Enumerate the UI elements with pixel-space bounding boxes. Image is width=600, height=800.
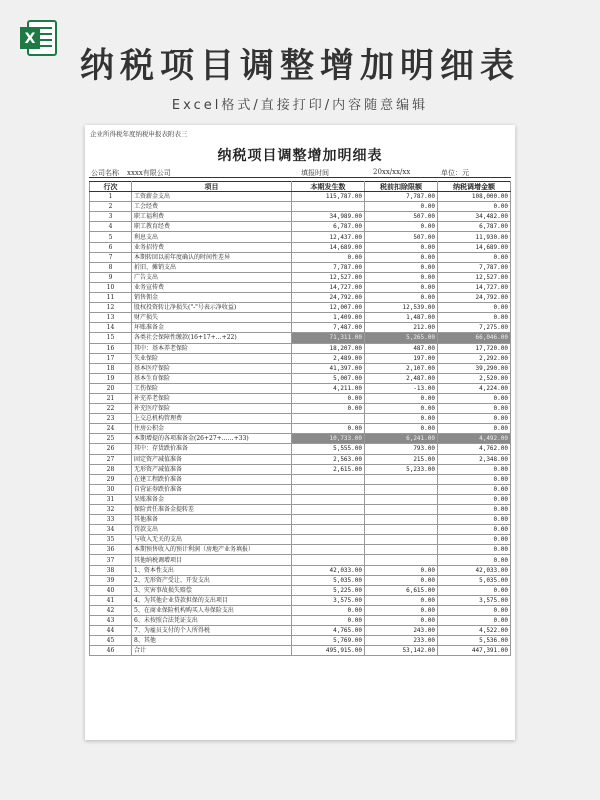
item-name-cell[interactable]: 股权投资转让净损失("-"号表示净收益) xyxy=(132,303,292,313)
adjust-amount-cell[interactable]: 0.00 xyxy=(438,464,511,474)
current-amount-cell[interactable]: 495,915.00 xyxy=(292,646,365,656)
deduction-limit-cell[interactable]: 507.00 xyxy=(365,212,438,222)
adjust-amount-cell[interactable]: 42,033.00 xyxy=(438,565,511,575)
item-name-cell[interactable]: 基本生育保险 xyxy=(132,373,292,383)
item-name-cell[interactable]: 职工教育经费 xyxy=(132,222,292,232)
adjust-amount-cell[interactable]: 0.00 xyxy=(438,393,511,403)
adjust-amount-cell[interactable]: 4,224.00 xyxy=(438,383,511,393)
item-name-cell[interactable]: 保险责任准备金提转差 xyxy=(132,505,292,515)
current-amount-cell[interactable]: 71,311.00 xyxy=(292,333,365,343)
current-amount-cell[interactable]: 0.00 xyxy=(292,424,365,434)
excel-icon-letter: X xyxy=(24,31,36,47)
current-amount-cell[interactable]: 5,225.00 xyxy=(292,585,365,595)
row-number-cell[interactable]: 15 xyxy=(90,333,132,343)
item-name-cell[interactable]: 4、为其他企业贷款担保的支出项目 xyxy=(132,595,292,605)
item-name-cell[interactable]: 基本医疗保险 xyxy=(132,363,292,373)
table-row xyxy=(90,505,511,515)
current-amount-cell[interactable]: 14,727.00 xyxy=(292,282,365,292)
row-number-cell[interactable]: 19 xyxy=(90,373,132,383)
deduction-limit-cell[interactable] xyxy=(365,505,438,515)
item-name-cell[interactable]: 6、未按照合法凭证支出 xyxy=(132,616,292,626)
table-row xyxy=(90,545,511,555)
deduction-limit-cell[interactable]: 0.00 xyxy=(365,282,438,292)
current-amount-cell[interactable]: 5,035.00 xyxy=(292,575,365,585)
deduction-limit-cell[interactable]: 212.00 xyxy=(365,323,438,333)
deduction-limit-cell[interactable]: 0.00 xyxy=(365,222,438,232)
deduction-limit-cell[interactable]: 5,265.00 xyxy=(365,333,438,343)
page-title: 纳税项目调整增加明细表 xyxy=(80,46,520,86)
current-amount-cell[interactable]: 18,207.00 xyxy=(292,343,365,353)
row-number-cell[interactable]: 37 xyxy=(90,555,132,565)
item-name-cell[interactable]: 失业保险 xyxy=(132,353,292,363)
deduction-limit-cell[interactable]: 0.00 xyxy=(365,393,438,403)
adjust-amount-cell[interactable]: 66,046.00 xyxy=(438,333,511,343)
row-number-cell[interactable]: 28 xyxy=(90,464,132,474)
row-number-cell[interactable]: 23 xyxy=(90,414,132,424)
current-amount-cell[interactable]: 3,575.00 xyxy=(292,595,365,605)
table-row xyxy=(90,605,511,615)
adjust-amount-cell[interactable]: 0.00 xyxy=(438,404,511,414)
current-amount-cell[interactable] xyxy=(292,484,365,494)
item-name-cell[interactable]: 固定资产减值准备 xyxy=(132,454,292,464)
date-value: 20xx/xx/xx xyxy=(373,168,411,176)
item-name-cell[interactable]: 工伤保险 xyxy=(132,383,292,393)
deduction-limit-cell[interactable]: 0.00 xyxy=(365,242,438,252)
item-name-cell[interactable]: 本期增提的各项准备金(26+27+……+33) xyxy=(132,434,292,444)
item-name-cell[interactable]: 各类社会保障性缴款(16+17+…+22) xyxy=(132,333,292,343)
deduction-limit-cell[interactable]: 0.00 xyxy=(365,616,438,626)
current-amount-cell[interactable] xyxy=(292,525,365,535)
adjust-amount-cell[interactable]: 0.00 xyxy=(438,535,511,545)
deduction-limit-cell[interactable]: 0.00 xyxy=(365,424,438,434)
table-row xyxy=(90,232,511,242)
deduction-limit-cell[interactable]: 0.00 xyxy=(365,414,438,424)
table-row xyxy=(90,404,511,414)
table-row xyxy=(90,383,511,393)
current-amount-cell[interactable] xyxy=(292,202,365,212)
table-row xyxy=(90,525,511,535)
table-row xyxy=(90,202,511,212)
current-amount-cell[interactable]: 7,487.00 xyxy=(292,323,365,333)
table-row xyxy=(90,515,511,525)
deduction-limit-cell[interactable]: 6,241.00 xyxy=(365,434,438,444)
current-amount-cell[interactable]: 4,765.00 xyxy=(292,626,365,636)
row-number-cell[interactable]: 26 xyxy=(90,444,132,454)
adjust-amount-cell[interactable]: 0.00 xyxy=(438,616,511,626)
current-amount-cell[interactable]: 115,787.00 xyxy=(292,192,365,202)
current-amount-cell[interactable]: 4,211.00 xyxy=(292,383,365,393)
item-name-cell[interactable]: 坏账准备金 xyxy=(132,323,292,333)
table-row xyxy=(90,555,511,565)
item-name-cell[interactable]: 销售佣金 xyxy=(132,293,292,303)
row-number-cell[interactable]: 35 xyxy=(90,535,132,545)
table-row xyxy=(90,242,511,252)
item-name-cell[interactable]: 业务招待费 xyxy=(132,242,292,252)
deduction-limit-cell[interactable]: 0.00 xyxy=(365,404,438,414)
adjust-amount-cell[interactable]: 2,520.00 xyxy=(438,373,511,383)
adjust-amount-cell[interactable]: 0.00 xyxy=(438,515,511,525)
deduction-limit-cell[interactable] xyxy=(365,555,438,565)
sheet-note: 企业所得税年度纳税申报表附表三 xyxy=(90,130,188,138)
adjust-amount-cell[interactable]: 39,290.00 xyxy=(438,363,511,373)
current-amount-cell[interactable]: 2,563.00 xyxy=(292,454,365,464)
item-name-cell[interactable]: 本期预售收入的预计利润（房地产业务填报） xyxy=(132,545,292,555)
deduction-limit-cell[interactable] xyxy=(365,545,438,555)
item-name-cell[interactable]: 其他准备 xyxy=(132,515,292,525)
table-row xyxy=(90,616,511,626)
item-name-cell[interactable]: 广告支出 xyxy=(132,272,292,282)
row-number-cell[interactable]: 12 xyxy=(90,303,132,313)
table-row xyxy=(90,434,511,444)
table-row xyxy=(90,313,511,323)
adjust-amount-cell[interactable]: 5,035.00 xyxy=(438,575,511,585)
row-number-cell[interactable]: 42 xyxy=(90,605,132,615)
meta-divider xyxy=(89,177,511,178)
row-number-cell[interactable]: 32 xyxy=(90,505,132,515)
table-row xyxy=(90,626,511,636)
table-row xyxy=(90,252,511,262)
adjust-amount-cell[interactable]: 4,762.00 xyxy=(438,444,511,454)
current-amount-cell[interactable] xyxy=(292,555,365,565)
row-number-cell[interactable]: 3 xyxy=(90,212,132,222)
deduction-limit-cell[interactable]: 6,615.00 xyxy=(365,585,438,595)
adjust-amount-cell[interactable]: 3,575.00 xyxy=(438,595,511,605)
row-number-cell[interactable]: 24 xyxy=(90,424,132,434)
deduction-limit-cell[interactable]: 233.00 xyxy=(365,636,438,646)
adjust-amount-cell[interactable]: 0.00 xyxy=(438,505,511,515)
deduction-limit-cell[interactable]: 12,539.00 xyxy=(365,303,438,313)
adjust-amount-cell[interactable]: 0.00 xyxy=(438,494,511,504)
item-name-cell[interactable]: 工资薪金支出 xyxy=(132,192,292,202)
table-row xyxy=(90,373,511,383)
item-name-cell[interactable]: 折旧、摊销支出 xyxy=(132,262,292,272)
row-number-cell[interactable]: 34 xyxy=(90,525,132,535)
row-number-cell[interactable]: 4 xyxy=(90,222,132,232)
current-amount-cell[interactable]: 34,989.00 xyxy=(292,212,365,222)
deduction-limit-cell[interactable]: 0.00 xyxy=(365,202,438,212)
item-name-cell[interactable]: 补充养老保险 xyxy=(132,393,292,403)
company-label: 公司名称 xyxy=(91,169,119,177)
deduction-limit-cell[interactable]: 7,787.00 xyxy=(365,192,438,202)
table-row xyxy=(90,272,511,282)
current-amount-cell[interactable]: 0.00 xyxy=(292,605,365,615)
row-number-cell[interactable]: 25 xyxy=(90,434,132,444)
spreadsheet-preview xyxy=(85,125,515,740)
table-row xyxy=(90,474,511,484)
table-row xyxy=(90,454,511,464)
adjust-amount-cell[interactable]: 0.00 xyxy=(438,525,511,535)
item-name-cell[interactable]: 罚款支出 xyxy=(132,525,292,535)
current-amount-cell[interactable]: 5,007.00 xyxy=(292,373,365,383)
current-amount-cell[interactable]: 0.00 xyxy=(292,616,365,626)
current-amount-cell[interactable]: 14,689.00 xyxy=(292,242,365,252)
deduction-limit-cell[interactable]: 487.00 xyxy=(365,343,438,353)
table-row xyxy=(90,414,511,424)
current-amount-cell[interactable]: 12,007.00 xyxy=(292,303,365,313)
current-amount-cell[interactable] xyxy=(292,535,365,545)
current-amount-cell[interactable] xyxy=(292,545,365,555)
table-row xyxy=(90,464,511,474)
current-amount-cell[interactable]: 0.00 xyxy=(292,252,365,262)
data-table xyxy=(89,181,511,656)
deduction-limit-cell[interactable]: 507.00 xyxy=(365,232,438,242)
item-name-cell[interactable]: 职工福利费 xyxy=(132,212,292,222)
row-number-cell[interactable]: 14 xyxy=(90,323,132,333)
item-name-cell[interactable]: 合计 xyxy=(132,646,292,656)
table-row xyxy=(90,636,511,646)
table-row xyxy=(90,484,511,494)
adjust-amount-cell[interactable]: 4,492.00 xyxy=(438,434,511,444)
table-row xyxy=(90,363,511,373)
row-number-cell[interactable]: 21 xyxy=(90,393,132,403)
excel-icon xyxy=(18,18,58,58)
row-number-cell[interactable]: 1 xyxy=(90,192,132,202)
row-number-cell[interactable]: 7 xyxy=(90,252,132,262)
row-number-cell[interactable]: 31 xyxy=(90,494,132,504)
current-amount-cell[interactable]: 0.00 xyxy=(292,404,365,414)
current-amount-cell[interactable]: 2,615.00 xyxy=(292,464,365,474)
table-row xyxy=(90,212,511,222)
row-number-cell[interactable]: 44 xyxy=(90,626,132,636)
current-amount-cell[interactable]: 2,489.00 xyxy=(292,353,365,363)
deduction-limit-cell[interactable] xyxy=(365,535,438,545)
table-row xyxy=(90,424,511,434)
item-name-cell[interactable]: 8、其他 xyxy=(132,636,292,646)
deduction-limit-cell[interactable]: 0.00 xyxy=(365,252,438,262)
row-number-cell[interactable]: 8 xyxy=(90,262,132,272)
table-row xyxy=(90,282,511,292)
table-row xyxy=(90,444,511,454)
adjust-amount-cell[interactable]: 108,000.00 xyxy=(438,192,511,202)
row-number-cell[interactable]: 13 xyxy=(90,313,132,323)
adjust-amount-cell[interactable]: 0.00 xyxy=(438,605,511,615)
table-row xyxy=(90,222,511,232)
row-number-cell[interactable]: 39 xyxy=(90,575,132,585)
deduction-limit-cell[interactable]: 0.00 xyxy=(365,272,438,282)
deduction-limit-cell[interactable]: 0.00 xyxy=(365,262,438,272)
current-amount-cell[interactable] xyxy=(292,515,365,525)
table-row xyxy=(90,353,511,363)
col-header-adjust: 纳税调增金额 xyxy=(438,182,511,192)
current-amount-cell[interactable]: 5,769.00 xyxy=(292,636,365,646)
item-name-cell[interactable]: 其中：基本养老保险 xyxy=(132,343,292,353)
item-name-cell[interactable]: 3、灾害事故损失赔偿 xyxy=(132,585,292,595)
adjust-amount-cell[interactable]: 5,536.00 xyxy=(438,636,511,646)
deduction-limit-cell[interactable]: 215.00 xyxy=(365,454,438,464)
adjust-amount-cell[interactable]: 0.00 xyxy=(438,484,511,494)
table-row xyxy=(90,343,511,353)
row-number-cell[interactable]: 41 xyxy=(90,595,132,605)
row-number-cell[interactable]: 17 xyxy=(90,353,132,363)
item-name-cell[interactable]: 无形资产减值准备 xyxy=(132,464,292,474)
row-number-cell[interactable]: 18 xyxy=(90,363,132,373)
adjust-amount-cell[interactable]: 0.00 xyxy=(438,303,511,313)
col-header-amount: 本期发生数 xyxy=(292,182,365,192)
row-number-cell[interactable]: 46 xyxy=(90,646,132,656)
item-name-cell[interactable]: 利息支出 xyxy=(132,232,292,242)
row-number-cell[interactable]: 43 xyxy=(90,616,132,626)
current-amount-cell[interactable]: 10,733.00 xyxy=(292,434,365,444)
fill-time-label: 填报时间 xyxy=(301,169,329,177)
current-amount-cell[interactable]: 12,527.00 xyxy=(292,272,365,282)
current-amount-cell[interactable]: 6,787.00 xyxy=(292,222,365,232)
row-number-cell[interactable]: 38 xyxy=(90,565,132,575)
item-name-cell[interactable]: 呆账准备金 xyxy=(132,494,292,504)
item-name-cell[interactable]: 财产损失 xyxy=(132,313,292,323)
deduction-limit-cell[interactable]: 2,487.00 xyxy=(365,373,438,383)
item-name-cell[interactable]: 住房公积金 xyxy=(132,424,292,434)
adjust-amount-cell[interactable]: 4,522.00 xyxy=(438,626,511,636)
adjust-amount-cell[interactable]: 0.00 xyxy=(438,202,511,212)
item-name-cell[interactable]: 工会经费 xyxy=(132,202,292,212)
item-name-cell[interactable]: 7、为雇员支付的个人所得税 xyxy=(132,626,292,636)
current-amount-cell[interactable]: 1,409.00 xyxy=(292,313,365,323)
deduction-limit-cell[interactable] xyxy=(365,494,438,504)
deduction-limit-cell[interactable] xyxy=(365,474,438,484)
adjust-amount-cell[interactable]: 0.00 xyxy=(438,585,511,595)
adjust-amount-cell[interactable]: 0.00 xyxy=(438,414,511,424)
deduction-limit-cell[interactable] xyxy=(365,484,438,494)
row-number-cell[interactable]: 30 xyxy=(90,484,132,494)
current-amount-cell[interactable]: 5,555.00 xyxy=(292,444,365,454)
adjust-amount-cell[interactable]: 7,275.00 xyxy=(438,323,511,333)
item-name-cell[interactable]: 其中：存货跌价准备 xyxy=(132,444,292,454)
deduction-limit-cell[interactable]: -13.00 xyxy=(365,383,438,393)
table-row xyxy=(90,333,511,343)
row-number-cell[interactable]: 2 xyxy=(90,202,132,212)
row-number-cell[interactable]: 11 xyxy=(90,293,132,303)
table-row xyxy=(90,293,511,303)
deduction-limit-cell[interactable] xyxy=(365,525,438,535)
adjust-amount-cell[interactable]: 14,689.00 xyxy=(438,242,511,252)
current-amount-cell[interactable] xyxy=(292,494,365,504)
table-row xyxy=(90,595,511,605)
col-header-limit: 税前扣除限额 xyxy=(365,182,438,192)
deduction-limit-cell[interactable]: 793.00 xyxy=(365,444,438,454)
item-name-cell[interactable]: 其他纳税调增项目 xyxy=(132,555,292,565)
deduction-limit-cell[interactable]: 243.00 xyxy=(365,626,438,636)
table-row xyxy=(90,192,511,202)
adjust-amount-cell[interactable]: 7,787.00 xyxy=(438,262,511,272)
adjust-amount-cell[interactable]: 12,527.00 xyxy=(438,272,511,282)
current-amount-cell[interactable] xyxy=(292,505,365,515)
deduction-limit-cell[interactable]: 0.00 xyxy=(365,293,438,303)
adjust-amount-cell[interactable]: 11,930.00 xyxy=(438,232,511,242)
current-amount-cell[interactable] xyxy=(292,474,365,484)
row-number-cell[interactable]: 27 xyxy=(90,454,132,464)
row-number-cell[interactable]: 16 xyxy=(90,343,132,353)
deduction-limit-cell[interactable] xyxy=(365,515,438,525)
adjust-amount-cell[interactable]: 14,727.00 xyxy=(438,282,511,292)
table-row xyxy=(90,575,511,585)
deduction-limit-cell[interactable]: 197.00 xyxy=(365,353,438,363)
adjust-amount-cell[interactable]: 34,482.00 xyxy=(438,212,511,222)
adjust-amount-cell[interactable]: 0.00 xyxy=(438,555,511,565)
item-name-cell[interactable]: 业务宣传费 xyxy=(132,282,292,292)
row-number-cell[interactable]: 5 xyxy=(90,232,132,242)
row-number-cell[interactable]: 10 xyxy=(90,282,132,292)
adjust-amount-cell[interactable]: 0.00 xyxy=(438,474,511,484)
item-name-cell[interactable]: 1、资本性支出 xyxy=(132,565,292,575)
row-number-cell[interactable]: 45 xyxy=(90,636,132,646)
adjust-amount-cell[interactable]: 0.00 xyxy=(438,545,511,555)
table-row xyxy=(90,494,511,504)
item-name-cell[interactable]: 自营证券跌价准备 xyxy=(132,484,292,494)
current-amount-cell[interactable]: 24,792.00 xyxy=(292,293,365,303)
sheet-title: 纳税项目调整增加明细表 xyxy=(217,148,383,164)
current-amount-cell[interactable] xyxy=(292,414,365,424)
row-number-cell[interactable]: 20 xyxy=(90,383,132,393)
deduction-limit-cell[interactable]: 1,487.00 xyxy=(365,313,438,323)
adjust-amount-cell[interactable]: 0.00 xyxy=(438,424,511,434)
table-row xyxy=(90,393,511,403)
adjust-amount-cell[interactable]: 24,792.00 xyxy=(438,293,511,303)
deduction-limit-cell[interactable]: 2,107.00 xyxy=(365,363,438,373)
col-header-row-no: 行次 xyxy=(90,182,132,192)
item-name-cell[interactable]: 2、无形资产受让、开发支出 xyxy=(132,575,292,585)
deduction-limit-cell[interactable]: 53,142.00 xyxy=(365,646,438,656)
company-value: xxxx有限公司 xyxy=(127,169,171,177)
adjust-amount-cell[interactable]: 447,391.00 xyxy=(438,646,511,656)
item-name-cell[interactable]: 5、在商业保险机构购买人寿保险支出 xyxy=(132,605,292,615)
deduction-limit-cell[interactable]: 0.00 xyxy=(365,565,438,575)
table-row xyxy=(90,303,511,313)
row-number-cell[interactable]: 36 xyxy=(90,545,132,555)
deduction-limit-cell[interactable]: 0.00 xyxy=(365,605,438,615)
table-row xyxy=(90,535,511,545)
current-amount-cell[interactable]: 42,033.00 xyxy=(292,565,365,575)
adjust-amount-cell[interactable]: 0.00 xyxy=(438,252,511,262)
adjust-amount-cell[interactable]: 2,292.00 xyxy=(438,353,511,363)
row-number-cell[interactable]: 6 xyxy=(90,242,132,252)
table-row xyxy=(90,585,511,595)
deduction-limit-cell[interactable]: 0.00 xyxy=(365,575,438,585)
item-name-cell[interactable]: 与收入无关的支出 xyxy=(132,535,292,545)
table-row xyxy=(90,262,511,272)
row-number-cell[interactable]: 29 xyxy=(90,474,132,484)
page-subtitle: Excel格式/直接打印/内容随意编辑 xyxy=(171,98,429,113)
item-name-cell[interactable]: 补充医疗保险 xyxy=(132,404,292,414)
deduction-limit-cell[interactable]: 0.00 xyxy=(365,595,438,605)
current-amount-cell[interactable]: 0.00 xyxy=(292,393,365,403)
row-number-cell[interactable]: 40 xyxy=(90,585,132,595)
item-name-cell[interactable]: 上交总机构管理费 xyxy=(132,414,292,424)
row-number-cell[interactable]: 33 xyxy=(90,515,132,525)
table-row xyxy=(90,565,511,575)
adjust-amount-cell[interactable]: 17,720.00 xyxy=(438,343,511,353)
table-header-row xyxy=(90,182,511,192)
item-name-cell[interactable]: 在建工程跌价准备 xyxy=(132,474,292,484)
row-number-cell[interactable]: 9 xyxy=(90,272,132,282)
col-header-item: 项目 xyxy=(132,182,292,192)
current-amount-cell[interactable]: 7,787.00 xyxy=(292,262,365,272)
row-number-cell[interactable]: 22 xyxy=(90,404,132,414)
adjust-amount-cell[interactable]: 0.00 xyxy=(438,313,511,323)
adjust-amount-cell[interactable]: 6,787.00 xyxy=(438,222,511,232)
deduction-limit-cell[interactable]: 5,233.00 xyxy=(365,464,438,474)
unit-label: 单位：元 xyxy=(441,169,469,177)
table-row xyxy=(90,646,511,656)
current-amount-cell[interactable]: 12,437.00 xyxy=(292,232,365,242)
adjust-amount-cell[interactable]: 2,348.00 xyxy=(438,454,511,464)
table-row xyxy=(90,323,511,333)
item-name-cell[interactable]: 本期转回以前年度确认的时间性差异 xyxy=(132,252,292,262)
current-amount-cell[interactable]: 41,397.00 xyxy=(292,363,365,373)
